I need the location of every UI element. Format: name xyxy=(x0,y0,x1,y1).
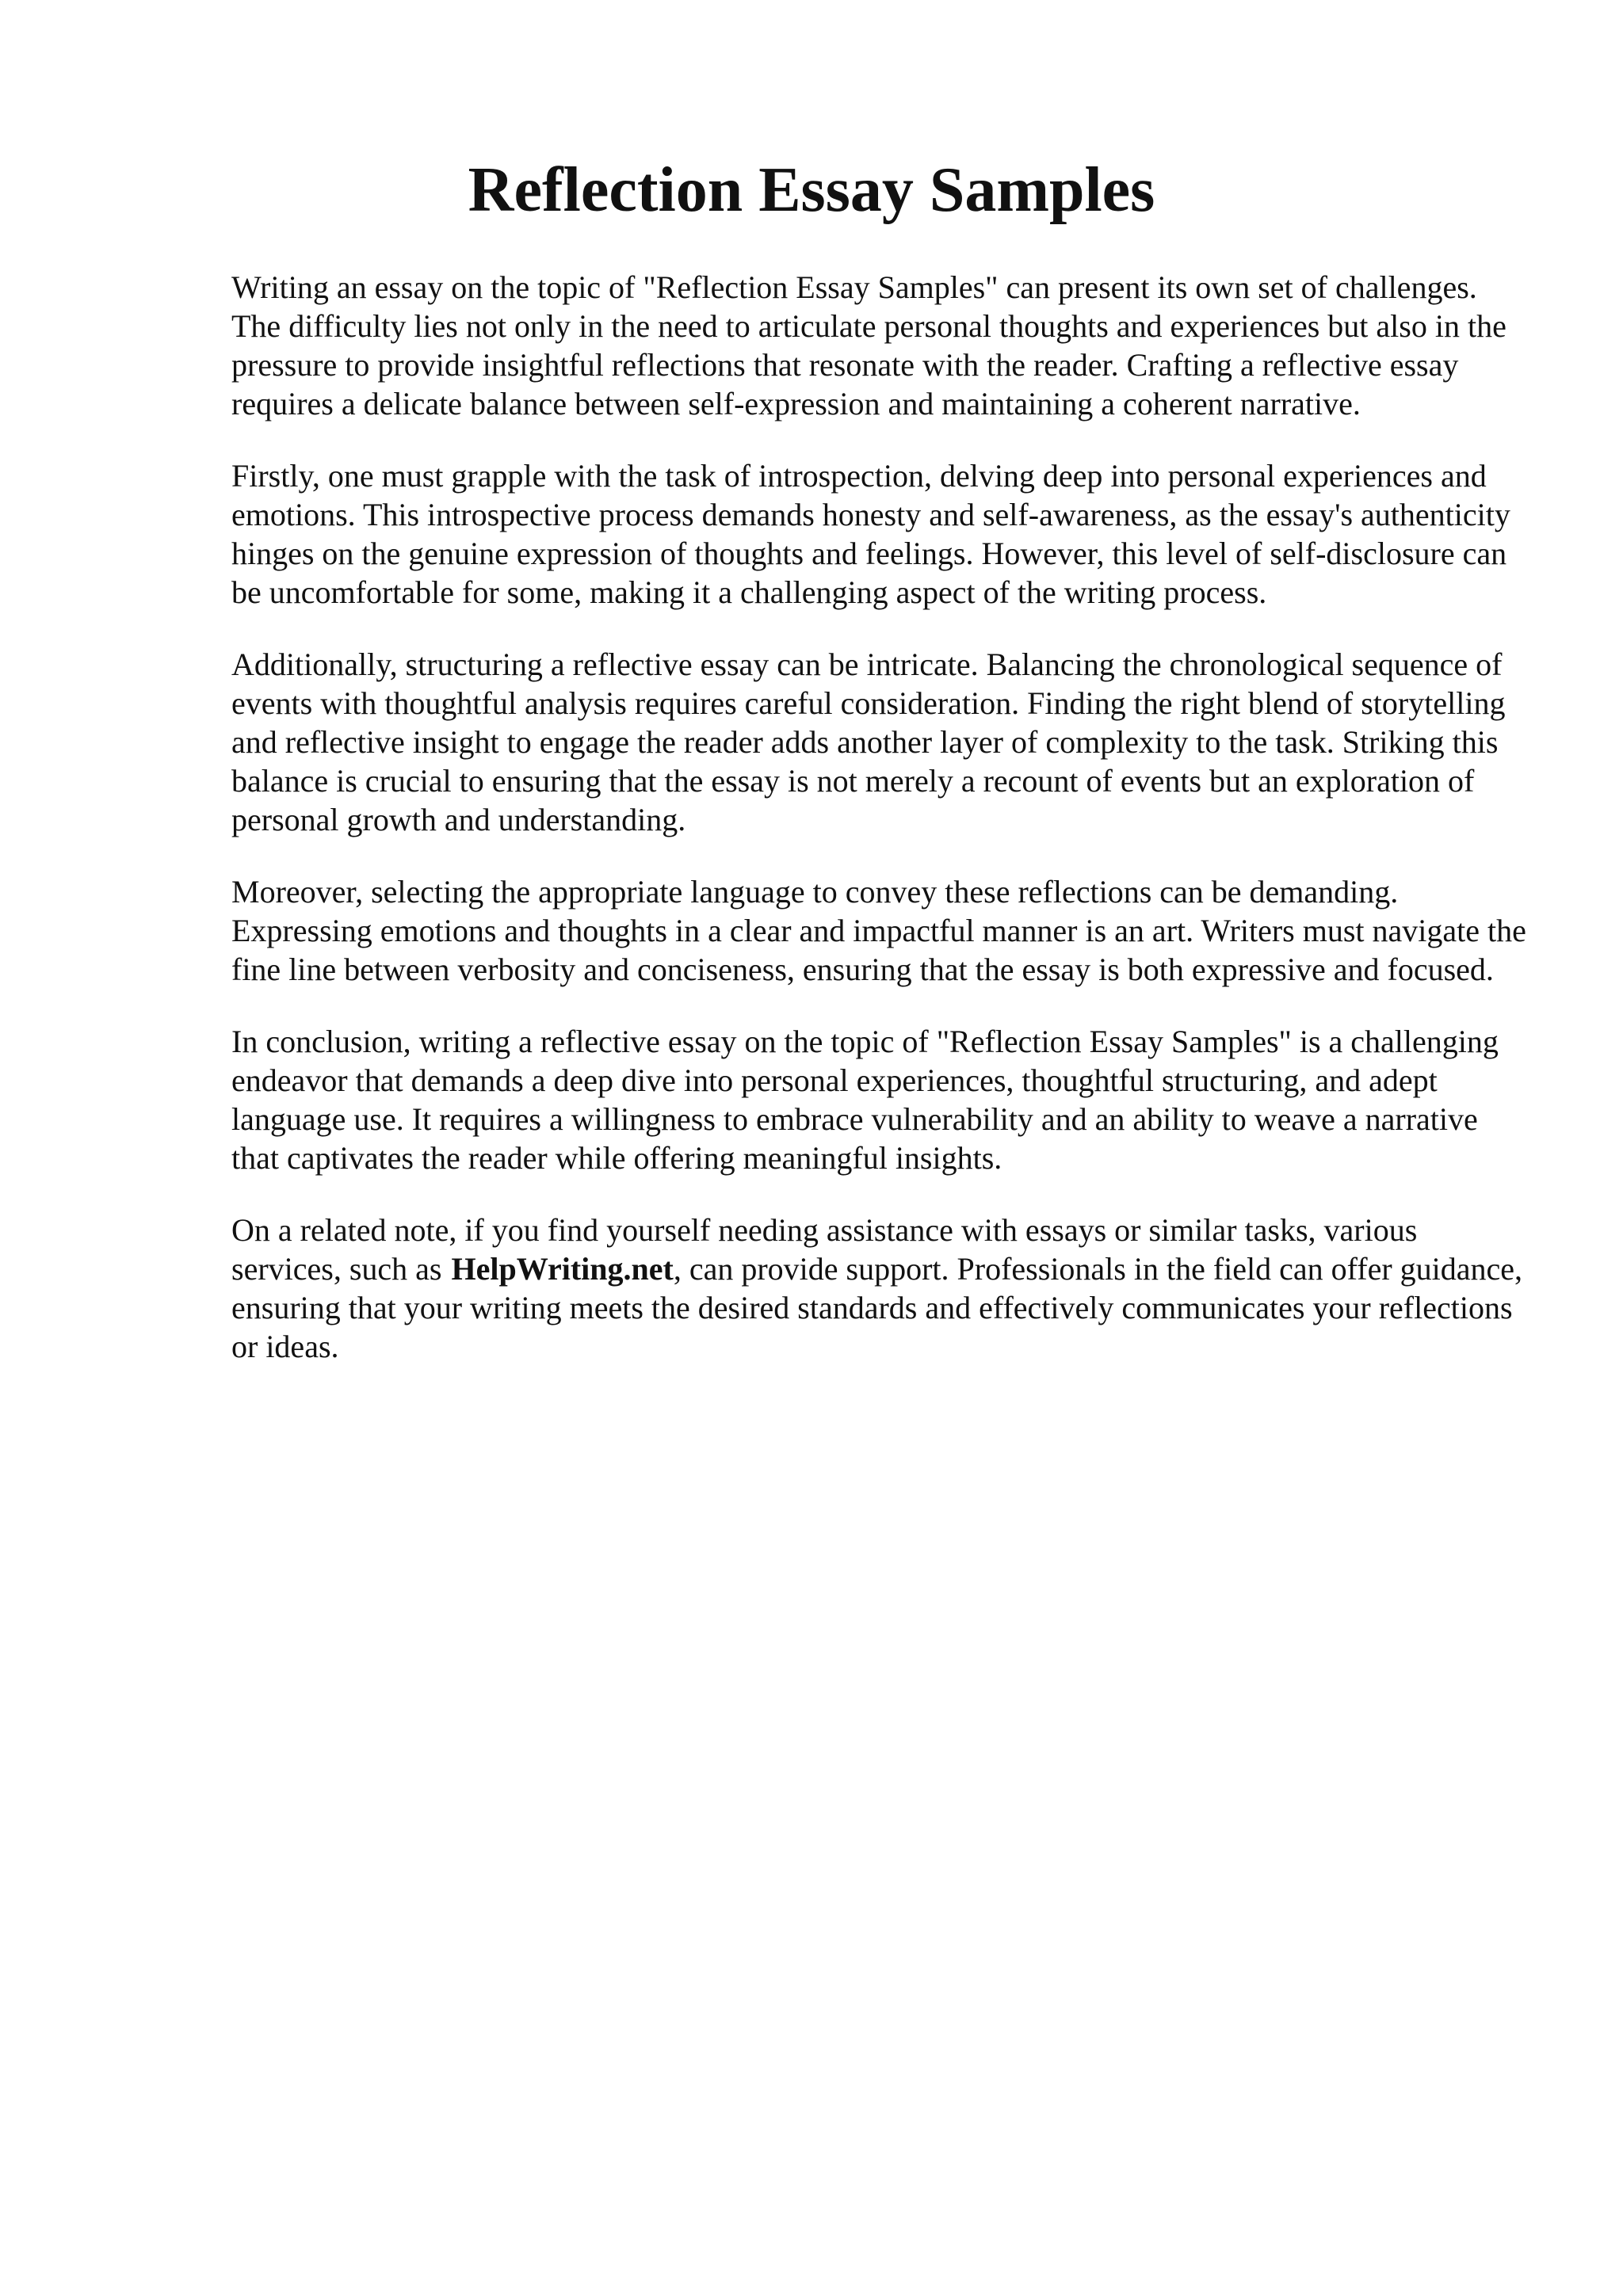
document-title: Reflection Essay Samples xyxy=(468,155,1155,225)
paragraph: Firstly, one must grapple with the task of introspection, delving deep into personal experiences and emotions. This introspective process demands honesty and self-awareness, as the essay's authenticity hinges on the genuine expression of thoughts and feelings. However, this level of self-disclosure can be uncomfortable for some, making it a challenging aspect of the writing process. xyxy=(231,458,1510,610)
paragraph: Additionally, structuring a reflective essay can be intricate. Balancing the chronological sequence of events with thoughtful analysis requires careful consideration. Finding the right blend of storytelling and reflective insight to engage the reader adds another layer of complexity to the task. Striking this balance is crucial to ensuring that the essay is not merely a recount of events but an exploration of personal growth and understanding. xyxy=(231,646,1506,837)
paragraph: Moreover, selecting the appropriate language to convey these reflections can be demanding. Expressing emotions and thoughts in a clear and impactful manner is an art. Writers must navigate the fine line between verbosity and conciseness, ensuring that the essay is both expressive and focused. xyxy=(231,874,1526,987)
paragraph: Writing an essay on the topic of "Reflection Essay Samples" can present its own set of challenges. The difficulty lies not only in the need to articulate personal thoughts and experiences but also in the pressure to provide insightful reflections that resonate with the reader. Crafting a reflective essay requires a delicate balance between self-expression and maintaining a coherent narrative. xyxy=(231,269,1507,421)
closing-text-before: On a related note, if you find yourself needing assistance with essays or similar tasks, various services, such as xyxy=(231,1212,1418,1287)
closing-text-after: , can provide support. Professionals in the field can offer guidance, ensuring that your writing meets the desired standards and effectively communicates your reflections or ideas. xyxy=(231,1251,1523,1364)
document-body xyxy=(231,268,1531,1399)
paragraph: In conclusion, writing a reflective essay on the topic of "Reflection Essay Samples" is a challenging endeavor that demands a deep dive into personal experiences, thoughtful structuring, and adept language use. It requires a willingness to embrace vulnerability and an ability to weave a narrative that captivates the reader while offering meaningful insights. xyxy=(231,1024,1499,1176)
brand-name: HelpWriting.net xyxy=(451,1251,674,1287)
closing-paragraph xyxy=(231,1211,1531,1366)
